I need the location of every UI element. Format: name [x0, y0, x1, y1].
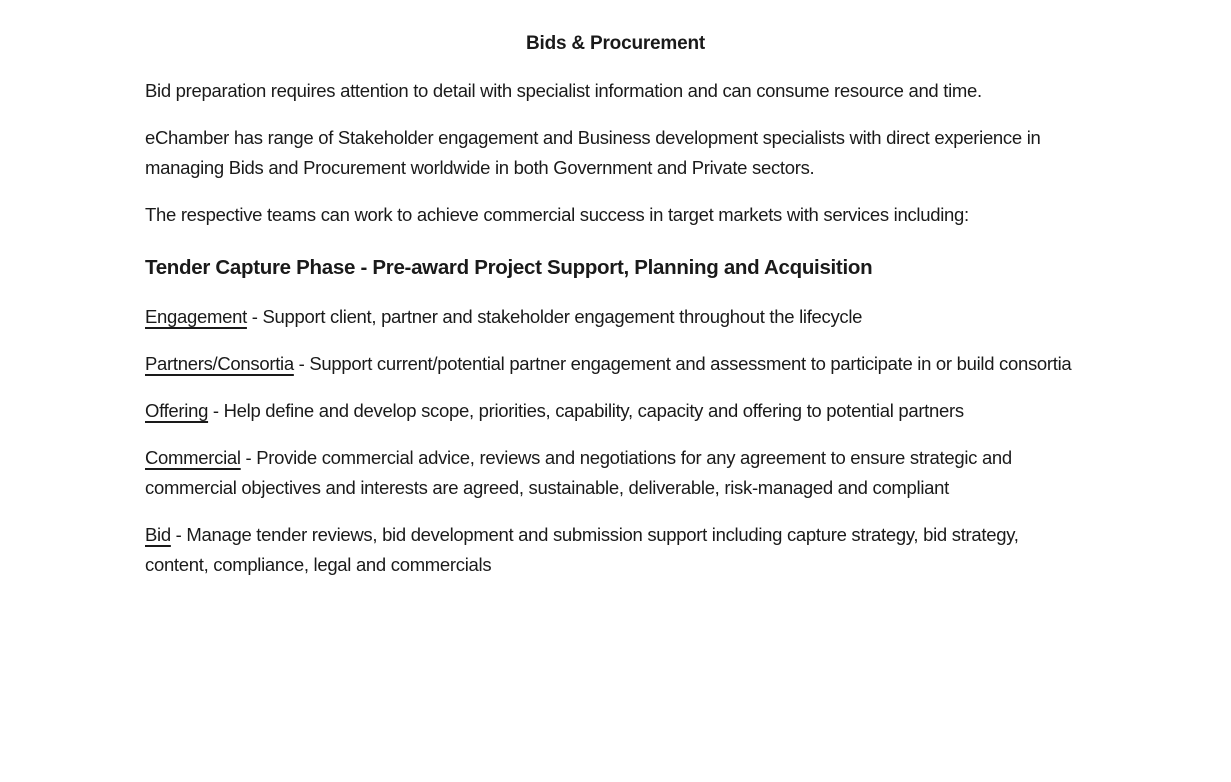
service-term-commercial: Commercial: [145, 447, 241, 468]
service-item-offering: [145, 396, 1086, 426]
service-item-engagement: [145, 302, 1086, 332]
service-item-partners-consortia: [145, 349, 1086, 379]
service-term-partners-consortia: Partners/Consortia: [145, 353, 294, 374]
service-item-bid: [145, 520, 1086, 580]
service-description: - Support client, partner and stakeholder engagement throughout the lifecycle: [246, 306, 863, 327]
service-description: - Support current/potential partner engagement and assessment to participate in or build consortia: [293, 353, 1072, 374]
page-title: Bids & Procurement: [525, 33, 706, 54]
service-description: - Provide commercial advice, reviews and negotiations for any agreement to ensure strategic and commercial objectives and interests are agreed, sustainable, deliverable, risk-managed and compliant: [145, 447, 1012, 498]
service-item-commercial: [145, 443, 1086, 503]
intro-paragraph-2: eChamber has range of Stakeholder engagement and Business development specialists with direct experience in managing Bids and Procurement worldwide in both Government and Private sectors.: [145, 127, 1041, 178]
service-term-engagement: Engagement: [145, 306, 247, 327]
service-description: - Manage tender reviews, bid development and submission support including capture strategy, bid strategy, content, compliance, legal and commercials: [145, 524, 1019, 575]
document-page: [145, 0, 1086, 580]
section-heading-tender-capture-phase: Tender Capture Phase - Pre-award Project Support, Planning and Acquisition: [145, 256, 873, 279]
service-term-bid: Bid: [145, 524, 171, 545]
intro-paragraph-1: Bid preparation requires attention to detail with specialist information and can consume resource and time.: [145, 80, 982, 101]
service-term-offering: Offering: [145, 400, 209, 421]
intro-paragraph-3: The respective teams can work to achieve commercial success in target markets with services including:: [145, 204, 969, 225]
service-description: - Help define and develop scope, priorities, capability, capacity and offering to potential partners: [208, 400, 964, 421]
